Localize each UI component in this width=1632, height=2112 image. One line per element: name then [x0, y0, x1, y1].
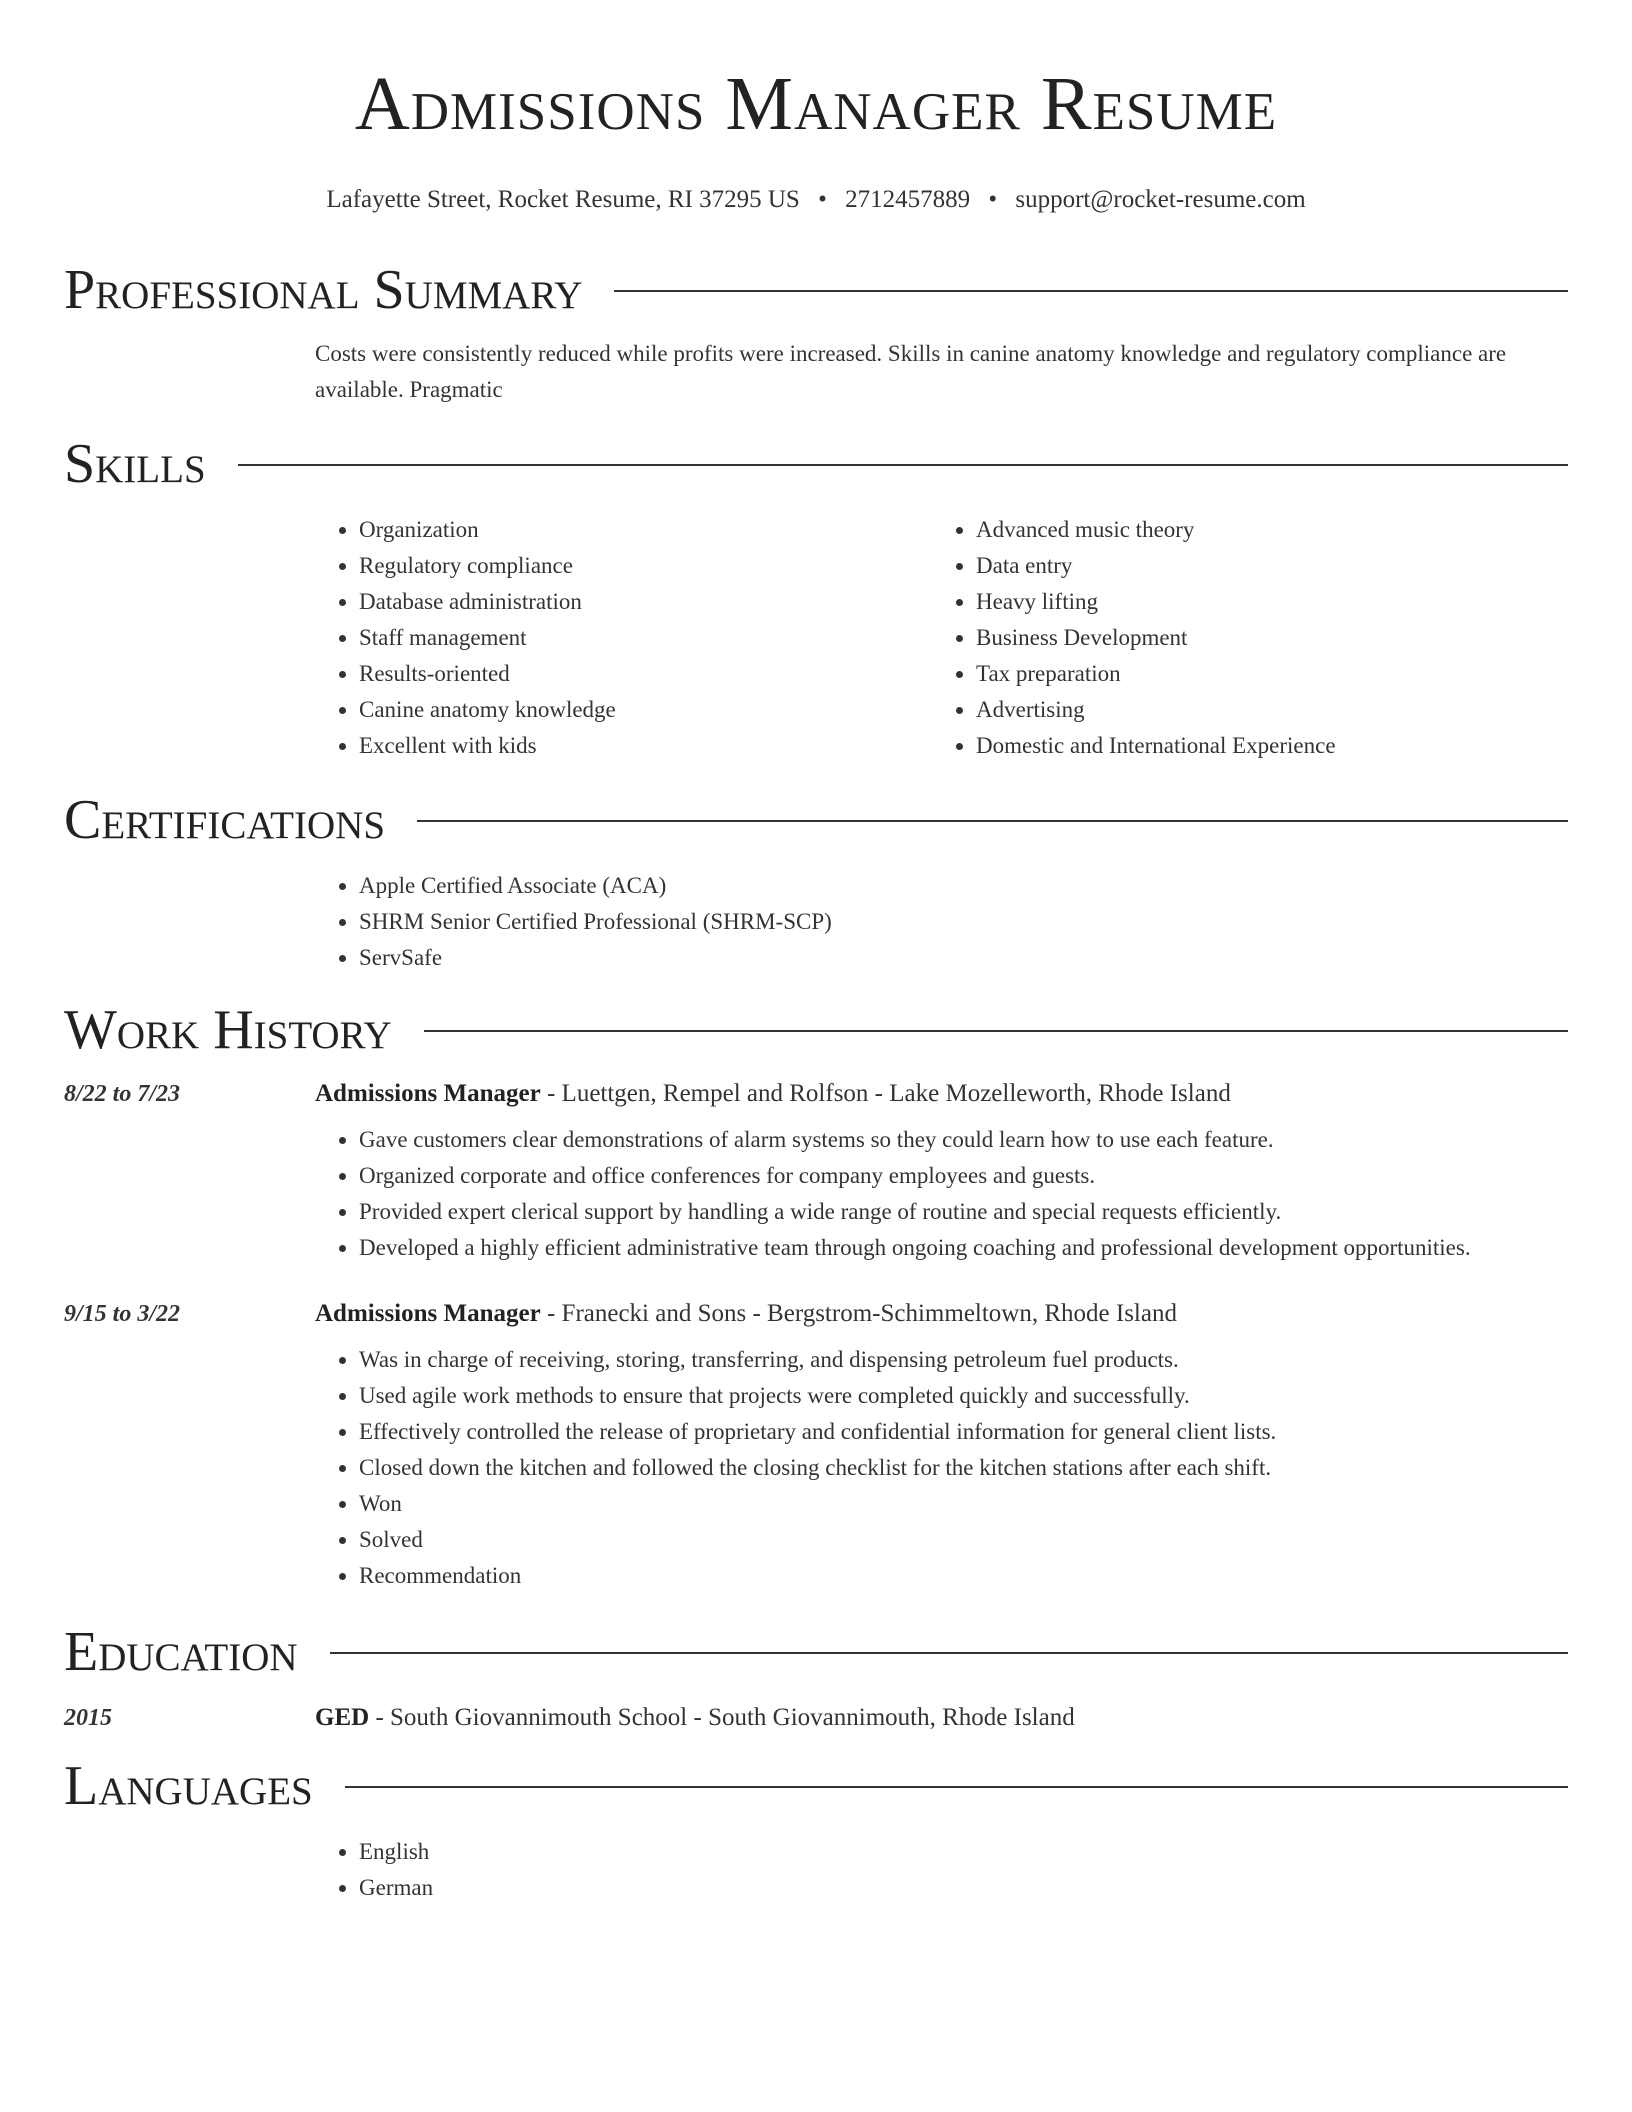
job-header	[64, 1080, 1568, 1108]
resume-title: Admissions Manager Resume	[354, 62, 1278, 146]
section-divider	[345, 1786, 1568, 1788]
skill-item: • Database administration	[359, 584, 932, 620]
languages-section-header	[64, 1754, 1568, 1818]
resume-page	[64, 0, 1568, 1906]
certifications-heading: Certifications	[64, 789, 386, 851]
job-bullet: • Developed a highly efficient administrative team through ongoing coaching and professional development opportunities.	[359, 1230, 1568, 1266]
contact-separator: •	[988, 186, 998, 213]
job-title: Admissions Manager	[315, 1300, 541, 1327]
education-degree: GED	[315, 1704, 370, 1731]
summary-section-header	[64, 258, 1568, 322]
contact-address: Lafayette Street, Rocket Resume, RI 37295 US	[326, 186, 800, 213]
job-entry	[64, 1300, 1568, 1594]
skill-item: • Results-oriented	[359, 656, 932, 692]
skill-item: • Heavy lifting	[976, 584, 1549, 620]
skill-item: • Domestic and International Experience	[976, 728, 1549, 764]
contact-email: support@rocket-resume.com	[1015, 186, 1306, 213]
languages-list	[315, 1834, 1568, 1906]
skill-item: • Advanced music theory	[976, 512, 1549, 548]
job-bullet: • Used agile work methods to ensure that projects were completed quickly and successfully.	[359, 1378, 1568, 1414]
job-employer: - Luettgen, Rempel and Rolfson - Lake Mozelleworth, Rhode Island	[540, 1080, 1231, 1107]
contact-line	[64, 184, 1568, 216]
job-bullet: • Solved	[359, 1522, 1568, 1558]
contact-phone: 2712457889	[845, 186, 971, 213]
skill-item: • Organization	[359, 512, 932, 548]
skills-heading: Skills	[64, 433, 206, 495]
skill-item: • Canine anatomy knowledge	[359, 692, 932, 728]
job-entry	[64, 1080, 1568, 1266]
language-item: • English	[359, 1834, 1568, 1870]
job-dates: 8/22 to 7/23	[64, 1081, 181, 1107]
summary-text: Costs were consistently reduced while profits were increased. Skills in canine anatomy knowledge and regulatory compliance are available. Pragmatic	[315, 341, 1507, 402]
education-school: - South Giovannimouth School - South Giovannimouth, Rhode Island	[369, 1704, 1075, 1731]
job-bullets	[315, 1122, 1568, 1266]
skill-item: • Staff management	[359, 620, 932, 656]
contact-separator: •	[818, 186, 827, 213]
job-employer: - Franecki and Sons - Bergstrom-Schimmeltown, Rhode Island	[540, 1300, 1177, 1327]
education-year: 2015	[64, 1705, 112, 1731]
certifications-list	[315, 868, 1568, 976]
skill-item: • Advertising	[976, 692, 1549, 728]
job-bullets	[315, 1342, 1568, 1594]
languages-heading: Languages	[64, 1755, 313, 1817]
education-line	[315, 1704, 1075, 1732]
certification-item: • SHRM Senior Certified Professional (SHRM-SCP)	[359, 904, 1568, 940]
job-header	[64, 1300, 1568, 1328]
job-bullet: • Won	[359, 1486, 1568, 1522]
language-item: • German	[359, 1870, 1568, 1906]
job-bullet: • Recommendation	[359, 1558, 1568, 1594]
job-bullet: • Closed down the kitchen and followed the closing checklist for the kitchen stations after each shift.	[359, 1450, 1568, 1486]
summary-heading: Professional Summary	[64, 259, 583, 321]
section-divider	[614, 290, 1568, 292]
education-heading: Education	[64, 1621, 298, 1683]
certification-item: • ServSafe	[359, 940, 1568, 976]
skills-section-header	[64, 432, 1568, 496]
skills-column-right	[932, 512, 1549, 764]
skills-column-left	[315, 512, 932, 764]
skill-item: • Excellent with kids	[359, 728, 932, 764]
job-bullet: • Effectively controlled the release of proprietary and confidential information for general client lists.	[359, 1414, 1568, 1450]
job-title-line	[315, 1300, 1177, 1328]
education-entry	[64, 1704, 1568, 1732]
section-divider	[238, 464, 1568, 466]
section-divider	[330, 1652, 1568, 1654]
job-bullet: • Provided expert clerical support by handling a wide range of routine and special requests efficiently.	[359, 1194, 1568, 1230]
job-bullet: • Gave customers clear demonstrations of alarm systems so they could learn how to use each feature.	[359, 1122, 1568, 1158]
section-divider	[424, 1030, 1568, 1032]
job-title: Admissions Manager	[315, 1080, 541, 1107]
job-bullet: • Organized corporate and office conferences for company employees and guests.	[359, 1158, 1568, 1194]
job-dates: 9/15 to 3/22	[64, 1301, 181, 1327]
skill-item: • Data entry	[976, 548, 1549, 584]
job-title-line	[315, 1080, 1231, 1108]
work-heading: Work History	[64, 999, 392, 1061]
skill-item: • Regulatory compliance	[359, 548, 932, 584]
certification-item: • Apple Certified Associate (ACA)	[359, 868, 1568, 904]
certifications-section-header	[64, 788, 1568, 852]
skills-grid	[315, 512, 1568, 764]
section-divider	[417, 820, 1568, 822]
skill-item: • Tax preparation	[976, 656, 1549, 692]
skill-item: • Business Development	[976, 620, 1549, 656]
education-section-header	[64, 1620, 1568, 1684]
work-section-header	[64, 998, 1568, 1062]
job-bullet: • Was in charge of receiving, storing, transferring, and dispensing petroleum fuel products.	[359, 1342, 1568, 1378]
